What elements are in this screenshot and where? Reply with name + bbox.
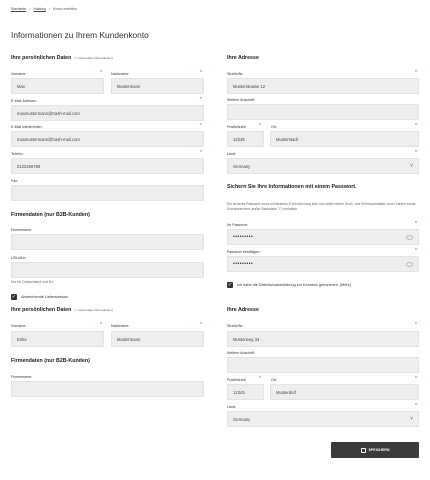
vat-label: USt-IdNr.: bbox=[11, 256, 27, 260]
delivery-lastname-label: Nachname: bbox=[111, 324, 130, 328]
password-label: Ihr Passwort: bbox=[227, 223, 248, 227]
company-field[interactable] bbox=[11, 234, 204, 250]
privacy-label[interactable]: Ich habe die Datenschutzerklärung zur Kenntnis genommen. [Mehr] bbox=[237, 283, 351, 287]
additional-address-label: Weitere Anschrift: bbox=[227, 98, 256, 102]
delivery-city-field[interactable]: Musterdorf bbox=[270, 384, 419, 400]
street-field[interactable]: Musterstrasse 12 bbox=[227, 78, 419, 94]
street-label: Straße/Nr.: bbox=[227, 72, 245, 76]
chevron-down-icon: ˅ bbox=[410, 163, 413, 169]
save-button[interactable] bbox=[331, 442, 419, 458]
breadcrumb-home-link[interactable]: Startseite bbox=[11, 6, 27, 11]
firstname-field[interactable]: Max bbox=[11, 78, 104, 94]
required-star: * bbox=[200, 70, 202, 76]
zip-field[interactable]: 12345 bbox=[227, 131, 264, 147]
delivery-city-label: Ort: bbox=[271, 378, 277, 382]
delivery-zip-field[interactable]: 12345 bbox=[227, 384, 264, 400]
company-label: Firmenname: bbox=[11, 228, 33, 232]
delivery-address-heading: Ihre Adresse bbox=[227, 307, 259, 313]
password-note: Ein sicheres Passwort muss mindestens 8 Zeichen lang sein und sollte neben Groß- und Kleinbuchstaben auch Zahlen sowie Sonderzeichen (außer Backslash "\") enthalten. bbox=[227, 202, 416, 211]
address-heading: Ihre Adresse bbox=[227, 55, 259, 61]
delivery-zip-label: Postleitzahl: bbox=[227, 378, 247, 382]
country-select[interactable] bbox=[227, 158, 419, 174]
city-field[interactable]: Musterstadt bbox=[270, 131, 419, 147]
required-star: * bbox=[415, 123, 417, 129]
required-star: * bbox=[100, 322, 102, 328]
delivery-additional-label: Weitere Anschrift: bbox=[227, 351, 256, 355]
password-value: ••••••••• bbox=[233, 234, 254, 240]
delivery-personal-heading bbox=[11, 307, 113, 313]
required-star: * bbox=[415, 70, 417, 76]
lastname-label: Nachname: bbox=[111, 72, 130, 76]
required-star: * bbox=[415, 403, 417, 409]
required-star: * bbox=[259, 376, 261, 382]
save-icon bbox=[361, 448, 366, 453]
email-field[interactable]: maxmustermann@trash-mail.com bbox=[11, 105, 204, 121]
country-label: Land: bbox=[227, 152, 236, 156]
email-label: E-Mail-Adresse: bbox=[11, 99, 37, 103]
required-star: * bbox=[200, 150, 202, 156]
eye-icon[interactable] bbox=[406, 235, 413, 240]
required-star: * bbox=[415, 221, 417, 227]
required-star: * bbox=[415, 322, 417, 328]
delivery-firstname-label: Vorname: bbox=[11, 324, 27, 328]
delivery-company-label: Firmenname: bbox=[11, 375, 33, 379]
breadcrumb-current: Konto erstellen bbox=[53, 6, 78, 11]
personal-data-heading-text: Ihre persönlichen Daten bbox=[11, 55, 72, 61]
delivery-company-heading: Firmendaten (nur B2B-Kunden) bbox=[11, 358, 90, 364]
page-title: Informationen zu Ihrem Kundenkonto bbox=[11, 30, 149, 40]
delivery-personal-heading-text: Ihre persönlichen Daten bbox=[11, 307, 72, 313]
delivery-country-value: Germany bbox=[233, 416, 251, 422]
required-star: * bbox=[415, 248, 417, 254]
breadcrumb bbox=[11, 6, 77, 11]
required-star: * bbox=[100, 70, 102, 76]
email-repeat-field[interactable]: maxmustermann@trash-mail.com bbox=[11, 131, 204, 147]
fax-field[interactable] bbox=[11, 185, 204, 201]
delivery-company-field[interactable] bbox=[11, 381, 204, 397]
password-heading: Sichern Sie Ihre Informationen mit einem Passwort. bbox=[227, 184, 357, 190]
password-confirm-field[interactable] bbox=[227, 256, 419, 272]
vat-note: Nur für Deutschland und EU bbox=[11, 280, 54, 284]
delivery-additional-field[interactable] bbox=[227, 357, 419, 373]
chevron-right-icon: › bbox=[29, 6, 31, 11]
save-button-label: SPEICHERN bbox=[368, 448, 390, 452]
required-star: * bbox=[259, 123, 261, 129]
required-star: * bbox=[415, 376, 417, 382]
country-value: Germany bbox=[233, 163, 251, 169]
city-label: Ort: bbox=[271, 125, 277, 129]
zip-label: Postleitzahl: bbox=[227, 125, 247, 129]
alt-delivery-checkbox[interactable]: ✓ bbox=[11, 294, 17, 300]
lastname-field[interactable]: Mustermann bbox=[111, 78, 204, 94]
required-star: * bbox=[415, 150, 417, 156]
phone-label: Telefon: bbox=[11, 152, 24, 156]
eye-icon[interactable] bbox=[406, 262, 413, 267]
required-star: * bbox=[200, 97, 202, 103]
breadcrumb-shop-link[interactable]: Katalog bbox=[33, 6, 46, 11]
privacy-checkbox[interactable]: ✓ bbox=[227, 282, 233, 288]
delivery-street-label: Straße/Nr.: bbox=[227, 324, 245, 328]
required-star: * bbox=[200, 123, 202, 129]
phone-field[interactable]: 0123456789 bbox=[11, 158, 204, 174]
delivery-country-select[interactable] bbox=[227, 411, 419, 427]
delivery-firstname-field[interactable]: Erika bbox=[11, 331, 104, 347]
password-confirm-label: Passwort bestätigen: bbox=[227, 250, 261, 254]
firstname-label: Vorname: bbox=[11, 72, 27, 76]
required-star: * bbox=[200, 322, 202, 328]
alt-delivery-label[interactable]: Abweichende Lieferadresse bbox=[21, 295, 68, 299]
company-heading: Firmendaten (nur B2B-Kunden) bbox=[11, 212, 90, 218]
password-field[interactable] bbox=[227, 229, 419, 245]
additional-address-field[interactable] bbox=[227, 104, 419, 120]
delivery-lastname-field[interactable]: Mustermann bbox=[111, 331, 204, 347]
required-note: (* notwendige Informationen) bbox=[74, 308, 113, 312]
password-confirm-value: ••••••••• bbox=[233, 261, 254, 267]
delivery-country-label: Land: bbox=[227, 405, 236, 409]
chevron-down-icon: ˅ bbox=[410, 416, 413, 422]
fax-label: Fax: bbox=[11, 179, 18, 183]
required-note: (* notwendige Informationen) bbox=[74, 56, 113, 60]
vat-field[interactable] bbox=[11, 262, 204, 278]
personal-data-heading bbox=[11, 55, 113, 61]
chevron-right-icon: › bbox=[48, 6, 51, 11]
email-repeat-label: E-Mail wiederholen: bbox=[11, 125, 43, 129]
delivery-street-field[interactable]: Musterweg 34 bbox=[227, 331, 419, 347]
